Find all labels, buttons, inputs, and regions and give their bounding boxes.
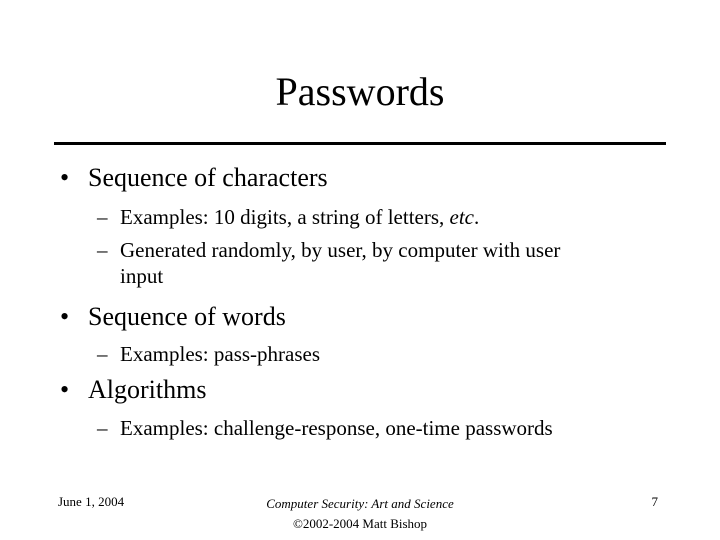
slide-title: Passwords <box>275 69 445 114</box>
footer-date: June 1, 2004 <box>58 494 125 509</box>
bullet-algorithms <box>60 375 206 405</box>
footer-copyright: ©2002-2004 Matt Bishop <box>292 516 428 531</box>
bullet-text: Sequence of characters <box>88 163 328 192</box>
footer-credit <box>0 494 720 534</box>
bullet-mark: • <box>60 163 70 192</box>
sub-bullet-mark: – <box>97 238 108 262</box>
bullet-text: Algorithms <box>88 375 207 404</box>
bullet-text: Sequence of words <box>88 302 286 331</box>
sub-bullet-text: Examples: pass-phrases <box>120 342 321 366</box>
sub-bullet-mark: – <box>97 205 108 229</box>
title-underline <box>54 142 666 145</box>
bullet-mark: • <box>60 302 70 331</box>
bullet-sequence-of-words <box>60 302 286 332</box>
sub-bullet-generated-randomly <box>97 237 560 289</box>
bullet-sequence-of-characters <box>60 163 328 193</box>
sub-bullet-italic: etc <box>449 205 475 229</box>
sub-bullet-mark: – <box>97 416 108 440</box>
bullet-mark: • <box>60 375 70 404</box>
sub-bullet-text: Examples: 10 digits, a string of letters, <box>120 205 450 229</box>
sub-bullet-continuation: input <box>120 264 164 288</box>
sub-bullet-challenge-response <box>97 415 553 441</box>
sub-bullet-examples-digits <box>97 204 479 230</box>
sub-bullet-pass-phrases <box>97 341 320 367</box>
footer-book-title: Computer Security: Art and Science <box>266 496 454 511</box>
sub-bullet-text: Generated randomly, by user, by computer with user <box>120 238 561 262</box>
sub-bullet-text: Examples: challenge-response, one-time passwords <box>120 416 553 440</box>
footer-page-number: 7 <box>651 494 658 509</box>
sub-bullet-suffix: . <box>474 205 480 229</box>
sub-bullet-mark: – <box>97 342 108 366</box>
